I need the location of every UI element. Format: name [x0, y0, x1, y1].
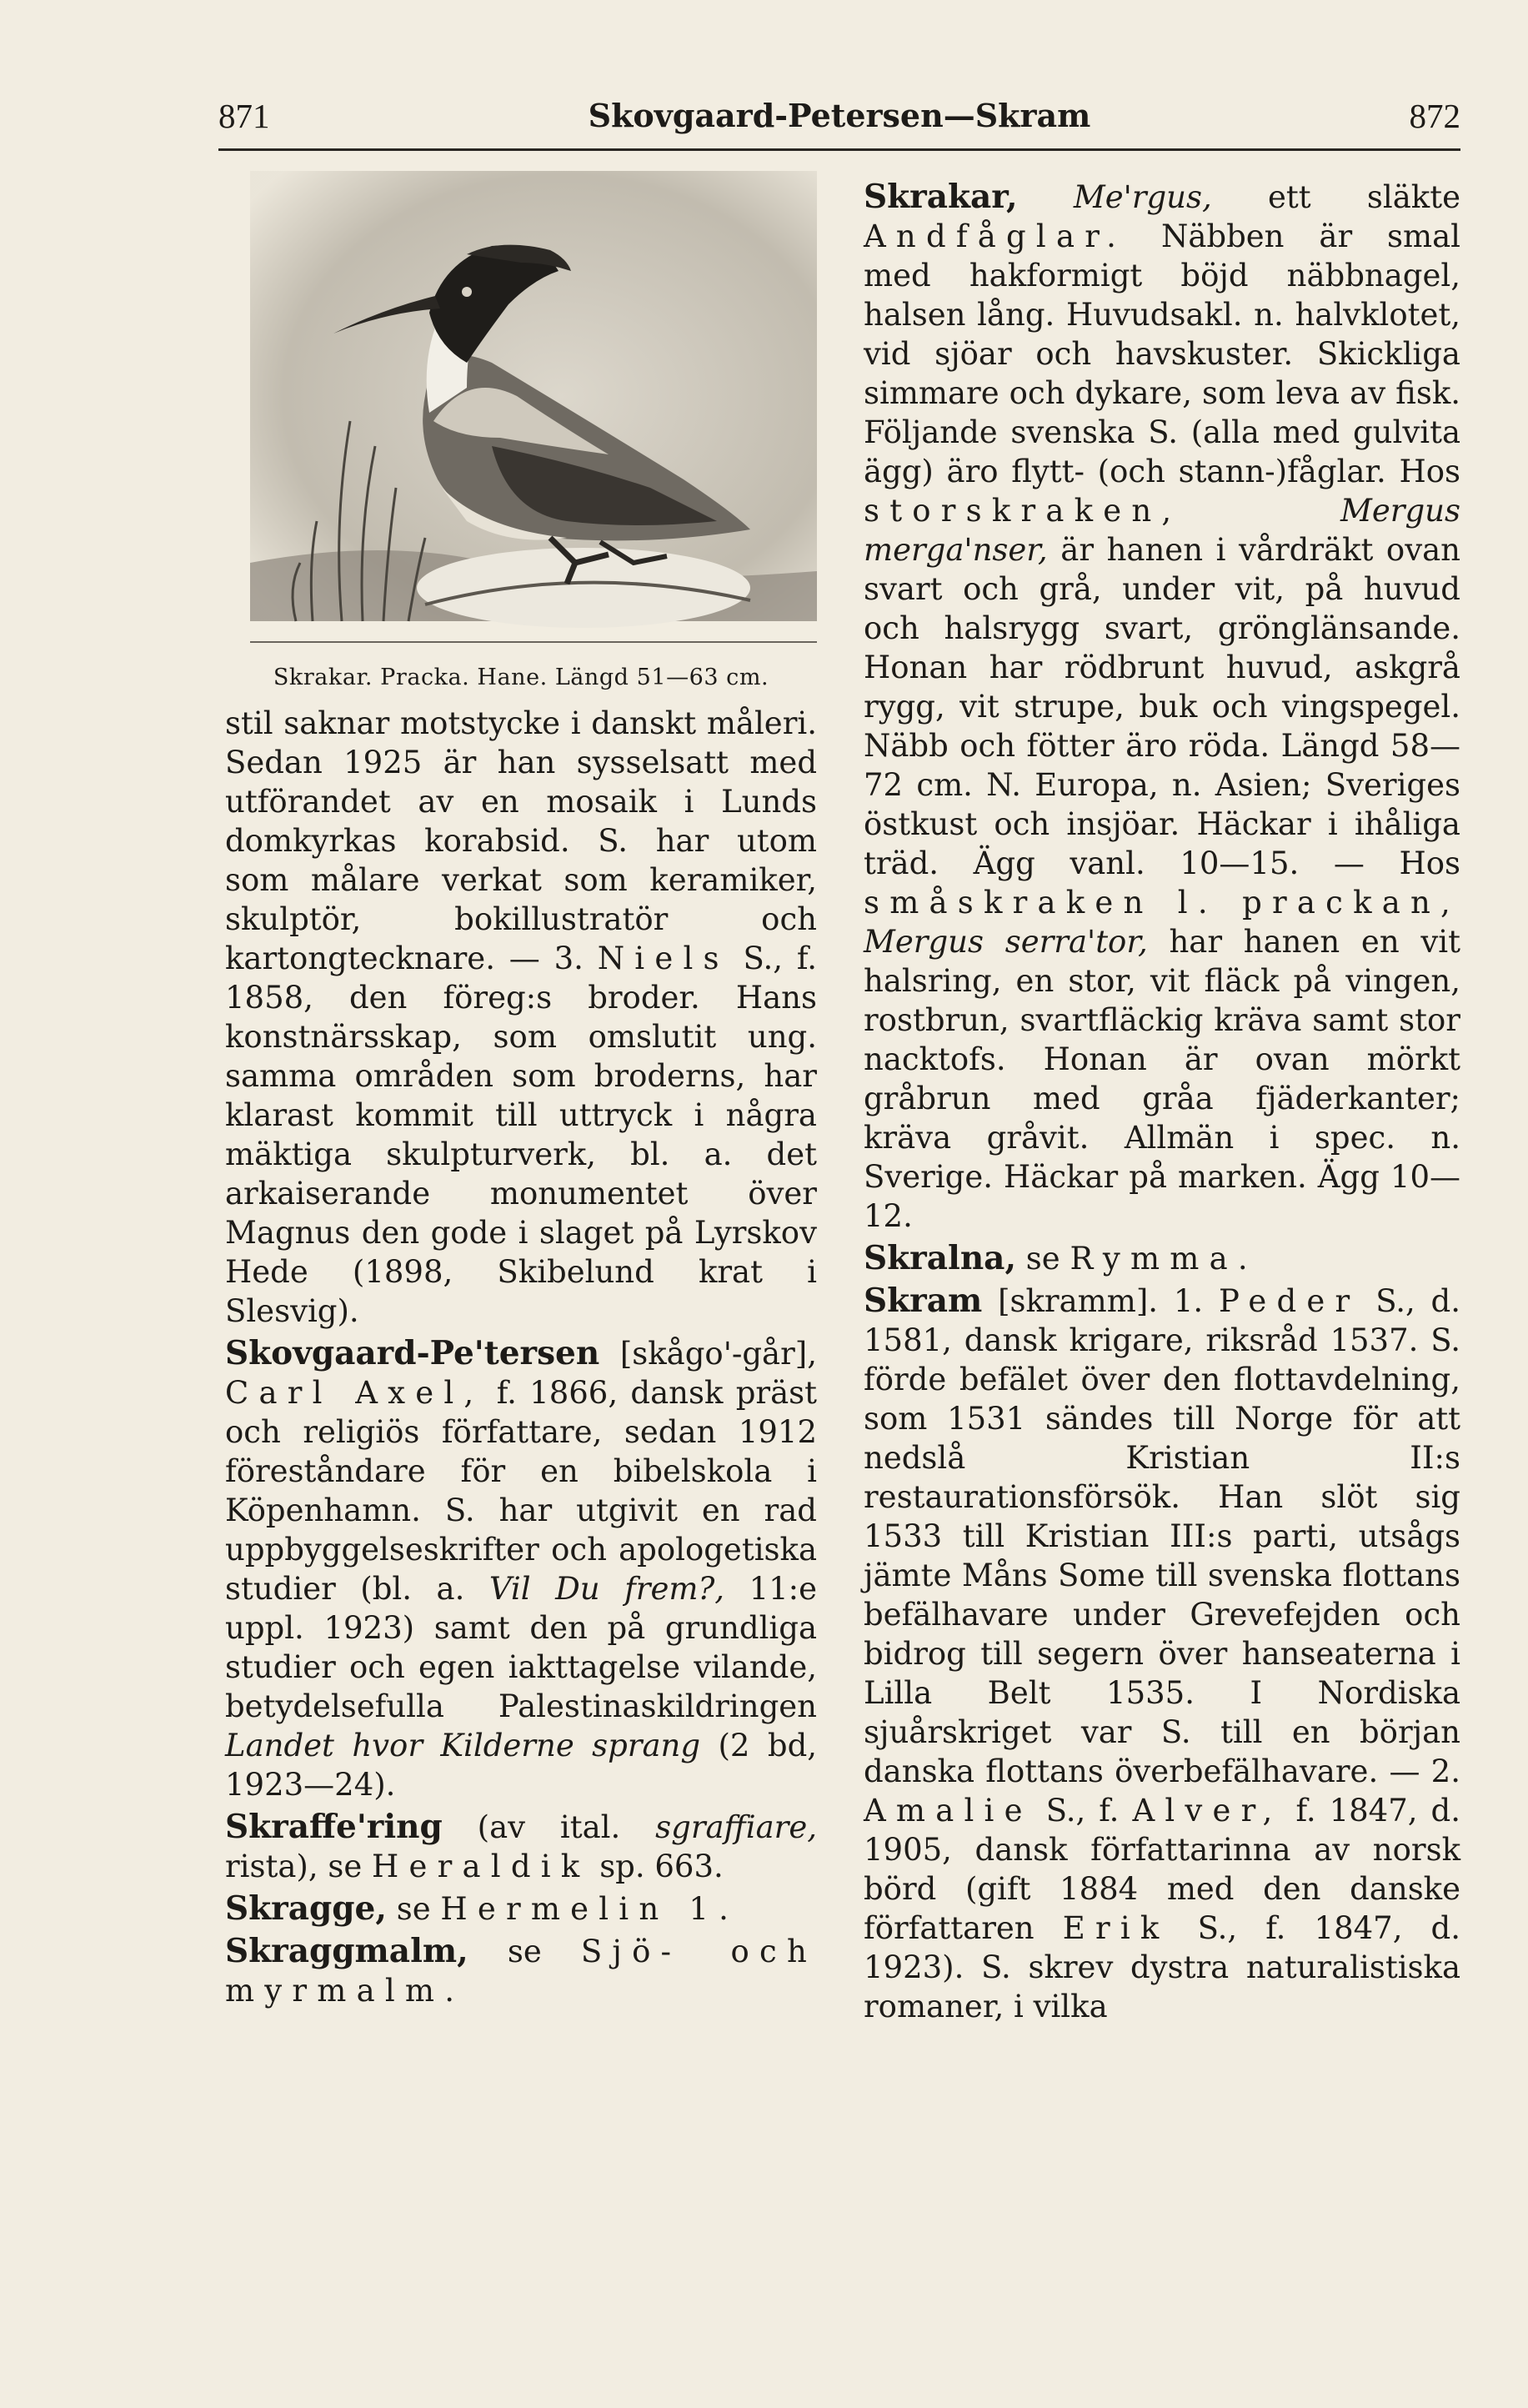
cross-reference: Andfåglar.	[864, 218, 1127, 254]
figure-caption: Skrakar. Pracka. Hane. Längd 51—63 cm.	[273, 665, 769, 690]
text-run: (av ital.	[477, 1809, 621, 1845]
cross-reference: Sjö- och myrmalm.	[225, 1934, 818, 2009]
entry-skragge	[225, 1889, 817, 1929]
spaced-term: storskraken,	[864, 493, 1182, 529]
headword: Skralna,	[864, 1239, 1017, 1277]
pronunciation: [skågo'-går],	[619, 1336, 817, 1372]
entry-skovgaard-petersen	[225, 1334, 817, 1804]
text-run: se	[1025, 1241, 1060, 1277]
latin-name: Mergus merga'nser,	[864, 493, 1460, 568]
headword: Skrakar,	[864, 178, 1018, 216]
text-run: [skramm]. 1.	[998, 1283, 1204, 1319]
merganser-illustration	[217, 171, 817, 655]
entry-skram	[864, 1282, 1460, 2026]
latin-name: Me'rgus,	[1073, 179, 1212, 215]
spaced-term: småskraken l. prackan,	[864, 885, 1460, 921]
text-run: ett släkte	[1268, 179, 1460, 215]
page-number-right: 872	[1409, 97, 1460, 135]
book-title: Vil Du frem?,	[488, 1571, 725, 1607]
paragraph-continuation	[225, 704, 817, 1331]
text-run: (2 bd, 1923—24).	[225, 1728, 818, 1803]
headword: Skraffe'ring	[225, 1808, 443, 1846]
text-run: se	[507, 1934, 542, 1969]
running-header	[218, 83, 1460, 151]
text-run: rista), se	[225, 1849, 363, 1884]
cross-reference: Heraldik	[372, 1849, 590, 1884]
text-run: sp. 663.	[599, 1849, 724, 1884]
spaced-name: Carl Axel,	[225, 1375, 484, 1411]
cross-reference: Rymma.	[1070, 1241, 1258, 1277]
text-run: 11:e uppl. 1923) samt den på grundliga studier och egen iakttagelse vilande, betydelsefulla Palestinaskildringen	[225, 1571, 818, 1724]
text-run: är hanen i vårdräkt ovan svart och grå, under vit, på huvud och halsrygg svart, grönglänsande. Honan har rödbrunt huvud, askgrå rygg, vit strupe, buk och vingspegel. Näbb och fötter äro röda. Längd 58—72 cm. N. Europa, n. Asien; Sveriges östkust och insjöar. Häckar i ihåliga träd. Ägg vanl. 10—15. — Hos	[864, 532, 1460, 881]
text-run: har hanen en vit halsring, en stor, vit fläck på vingen, rostbrun, svartfläckig kräva samt stor nacktofs. Honan är ovan mörkt gråbrun med gråa fjäderkanter; kräva gråvit. Allmän i spec. n. Sverige. Häckar på marken. Ägg 10—12.	[864, 924, 1460, 1234]
left-column	[225, 171, 817, 2014]
italic-term: sgraffiare,	[655, 1809, 818, 1845]
spaced-name: Alver,	[1132, 1793, 1283, 1829]
figure	[225, 171, 817, 692]
entry-skrakar	[864, 178, 1460, 1236]
running-title: Skovgaard-Petersen—Skram	[588, 97, 1091, 134]
headword: Skragge,	[225, 1889, 387, 1928]
text-run: f. 1847, d. 1905, dansk författarinna av norsk börd (gift 1884 med den danske författaren	[864, 1793, 1460, 1946]
text-run: Näbben är smal med hakformigt böjd näbbnagel, halsen lång. Huvudsakl. n. halvklotet, vid sjöar och havskuster. Skickliga simmare och dykare, som leva av fisk. Följande svenska S. (alla med gulvita ägg) äro flytt- (och stann-)fåglar. Hos	[864, 218, 1461, 489]
headword: Skram	[864, 1282, 983, 1320]
headword: Skovgaard-Pe'tersen	[225, 1334, 600, 1372]
page-number-left: 871	[218, 97, 270, 135]
text-run: se	[396, 1891, 431, 1927]
spaced-name: Peder	[1218, 1283, 1360, 1319]
cross-reference: Hermelin 1.	[440, 1891, 739, 1927]
latin-name: Mergus serra'tor,	[864, 924, 1148, 960]
entry-skralna	[864, 1239, 1460, 1278]
text-run: S., f.	[1045, 1793, 1120, 1829]
right-column	[864, 178, 1460, 2029]
entry-skraggmalm	[225, 1932, 817, 2010]
headword: Skraggmalm,	[225, 1932, 468, 1970]
book-title: Landet hvor Kilderne sprang	[225, 1728, 701, 1763]
text-run: S., d. 1581, dansk krigare, riksråd 1537. S. förde befälet över den flottavdelning, som 1531 sändes till Norge för att nedslå Kristian II:s restaurationsförsök. Han slöt sig 1533 till Kristian III:s parti, utsågs jämte Måns Some till svenska flottans befälhavare under Grevefejden och bidrog till segern över hanseaterna i Lilla Belt 1535. I Nordiska sjuårskriget var S. till en början danska flottans överbefälhavare. — 2.	[864, 1283, 1460, 1789]
text-run: stil saknar motstycke i danskt måleri. Sedan 1925 är han sysselsatt med utförandet av en mosaik i Lunds domkyrkas korabsid. S. har utom som målare verkat som keramiker, skulptör, bokillustratör och kartongtecknare. — 3.	[225, 705, 817, 976]
text-run: f. 1866, dansk präst och religiös författare, sedan 1912 föreståndare för en bibelskola i Köpenhamn. S. har utgivit en rad uppbyggelseskrifter och apologetiska studier (bl. a.	[225, 1375, 817, 1607]
spaced-name: Erik	[1062, 1910, 1170, 1946]
spaced-name: Amalie	[864, 1793, 1033, 1829]
spaced-name: Niels	[597, 941, 729, 976]
entry-skrafferring	[225, 1808, 817, 1886]
text-run: S., f. 1847, d. 1923). S. skrev dystra naturalistiska romaner, i vilka	[864, 1910, 1461, 2024]
text-run: S., f. 1858, den föreg:s broder. Hans konstnärsskap, som omslutit ung. samma områden som broderns, har klarast kommit till uttryck i några mäktiga skulpturverk, bl. a. det arkaiserande monumentet över Magnus den gode i slaget på Lyrskov Hede (1898, Skibelund krat i Slesvig).	[225, 941, 817, 1329]
